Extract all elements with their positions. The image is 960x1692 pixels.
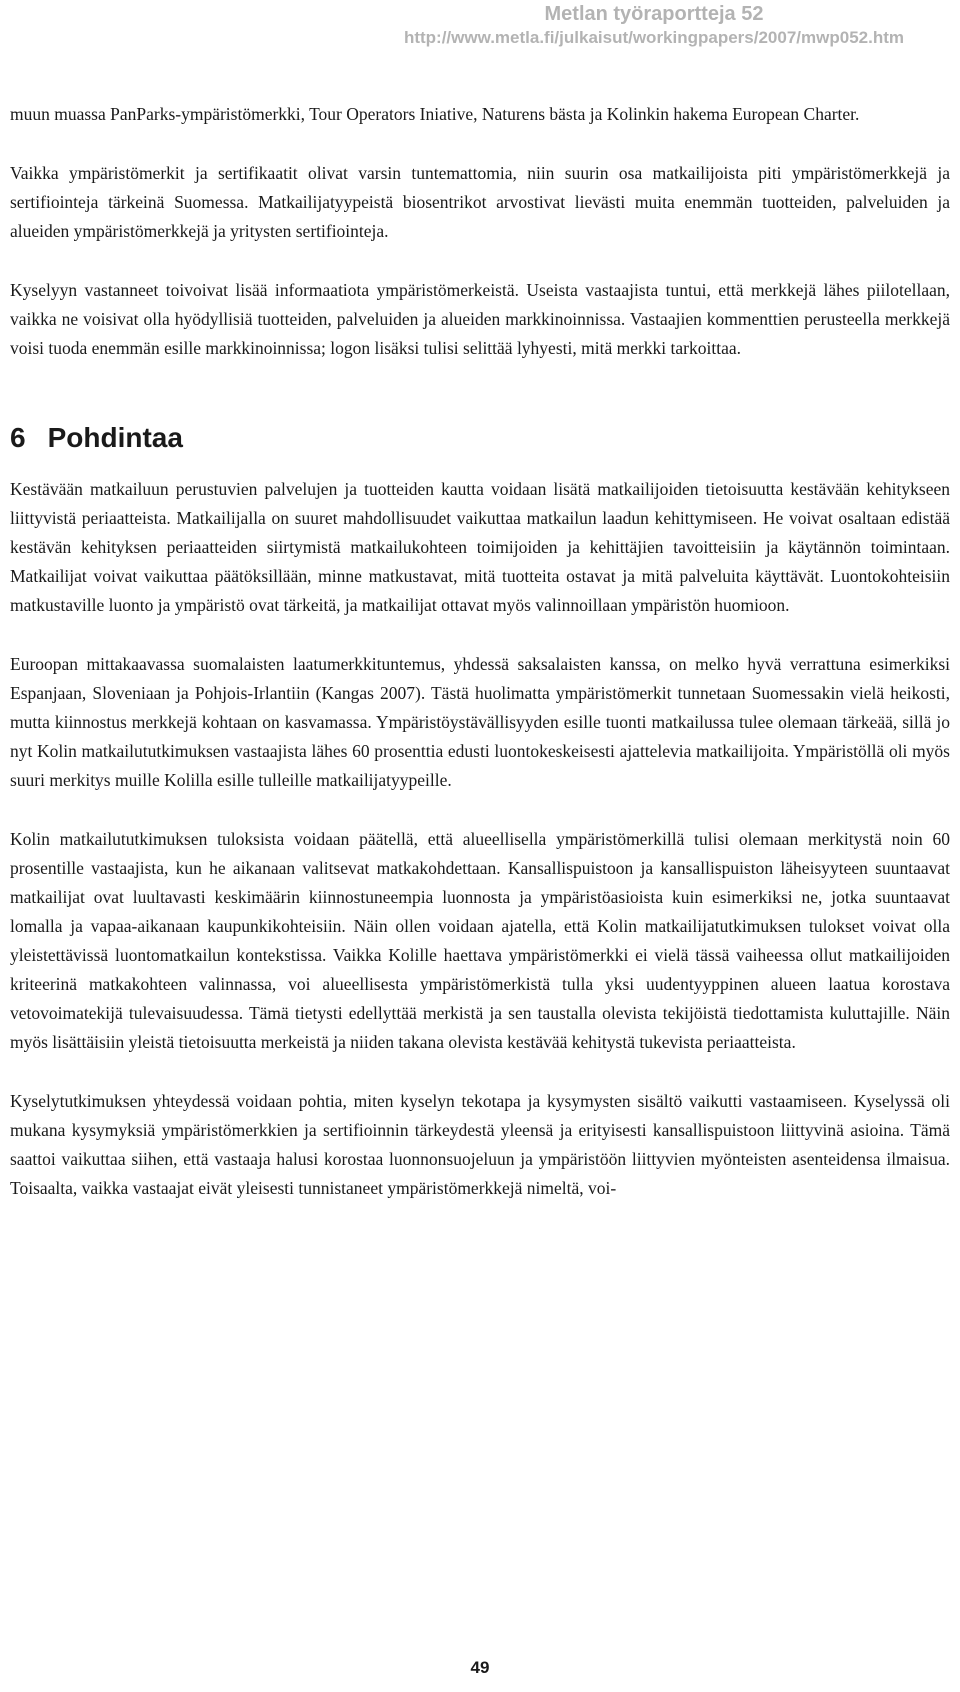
page-number: 49 — [470, 1658, 490, 1677]
body-paragraph: Vaikka ympäristömerkit ja sertifikaatit olivat varsin tuntemattomia, niin suurin osa matkailijoista piti ympäristömerkkejä ja sertifiointeja tärkeinä Suomessa. Matkailijatyypeistä biosentrikot arvostivat lievästi muita enemmän tuotteiden, palveluiden ja alueiden ympäristömerkkejä ja yritysten sertifiointeja. — [10, 163, 950, 241]
body-paragraph: Kestävään matkailuun perustuvien palvelujen ja tuotteiden kautta voidaan lisätä matkailijoiden tietoisuutta kestävään kehitykseen liittyvistä periaatteista. Matkailijalla on suuret mahdollisuudet vaikuttaa matkailun laadun kehittymiseen. He voivat osaltaan edistää kestävän kehityksen periaatteiden siirtymistä matkailukohteen toimijoiden ja kehittäjien tavoitteisiin ja käytännön toimintaan. Matkailijat voivat vaikuttaa päätöksillään, minne matkustavat, mitä tuotteita ostavat ja mitä palveluita käyttävät. Luontokohteisiin matkustaville luonto ja ympäristö ovat tärkeitä, ja matkailijat ottavat myös valinnoillaan ympäristön huomioon. — [10, 479, 950, 615]
body-paragraph: Kyselytutkimuksen yhteydessä voidaan pohtia, miten kyselyn tekotapa ja kysymysten sisältö vaikutti vastaamiseen. Kyselyssä oli mukana kysymyksiä ympäristömerkkien ja sertifioinnin tärkeydestä yleensä ja erityisesti kansallispuistoon liittyvinä asioina. Tämä saattoi vaikuttaa siihen, että vastaaja halusi korostaa luonnonsuojeluun ja ympäristöön liittyvien myönteisten asenteidensa ilmaisua. Toisaalta, vaikka vastaajat eivät yleisesti tunnistaneet ympäristömerkkejä nimeltä, voi- — [10, 1091, 950, 1198]
body-paragraph: Kyselyyn vastanneet toivoivat lisää informaatiota ympäristömerkeistä. Useista vastaajista tuntui, että merkkejä lähes piilotellaan, vaikka ne voisivat olla hyödyllisiä tuotteiden, palveluiden ja alueiden markkinoinnissa. Vastaajien kommenttien perusteella merkkejä voisi tuoda enemmän esille markkinoinnissa; logon lisäksi tulisi selittää lyhyesti, mitä merkki tarkoittaa. — [10, 280, 950, 358]
series-url[interactable]: http://www.metla.fi/julkaisut/workingpapers/2007/mwp052.htm — [403, 28, 904, 47]
body-paragraph: Euroopan mittakaavassa suomalaisten laatumerkkituntemus, yhdessä saksalaisten kanssa, on melko hyvä verrattuna esimerkiksi Espanjaan, Sloveniaan ja Pohjois-Irlantiin (Kangas 2007). Tästä huolimatta ympäristömerkit tunnetaan Suomessakin vielä heikosti, mutta kiinnostus merkkejä kohtaan on kasvamassa. Ympäristöystävällisyyden esille tuonti matkailussa tulee olemaan tärkeää, sillä jo nyt Kolin matkailututkimuksen vastaajista lähes 60 prosenttia edusti luontokeskeisesti ajattelevia matkailijoita. Ympäristöllä oli myös suuri merkitys muille Kolilla esille tulleille matkailijatyypeille. — [10, 654, 950, 790]
body-paragraph: muun muassa PanParks-ympäristömerkki, Tour Operators Iniative, Naturens bästa ja Kolinkin hakema European Charter. — [10, 104, 860, 124]
document-body — [10, 100, 950, 1233]
section-title: Pohdintaa — [47, 422, 183, 453]
series-title: Metlan työraportteja 52 — [544, 3, 764, 25]
section-heading — [10, 421, 950, 455]
body-paragraph: Kolin matkailututkimuksen tuloksista voidaan päätellä, että alueellisella ympäristömerkillä tulisi olemaan merkitystä noin 60 prosentille vastaajista, kun he aikanaan valitsevat matkakohdettaan. Kansallispuistoon ja kansallispuiston läheisyyteen suuntaavat matkailijat ovat luultavasti keskimäärin kiinnostuneempia luonnosta ja ympäristöasioista kuin esimerkiksi ne, jotka suuntaavat lomalla ja vapaa-aikanaan kaupunkikohteisiin. Näin ollen voidaan ajatella, että Kolin matkailijatutkimuksen tulokset voivat olla yleistettävissä luontomatkailun kontekstissa. Vaikka Kolille haettava ympäristömerkki ei vielä tässä vaiheessa ollut matkailijoiden kriteerinä matkakohteen valinnassa, voi alueellisesta ympäristömerkistä tulla yksi uudentyyppinen alueen laatua korostava vetovoimatekijä tulevaisuudessa. Tämä tietysti edellyttää merkistä ja sen taustalla olevista tekijöistä tiedottamista kuluttajille. Näin myös lisättäisiin yleistä tietoisuutta merkeistä ja niiden takana olevista kestävää kehitystä tukevista periaatteista. — [10, 829, 950, 1052]
section-number: 6 — [10, 422, 26, 453]
page-header — [404, 2, 904, 50]
